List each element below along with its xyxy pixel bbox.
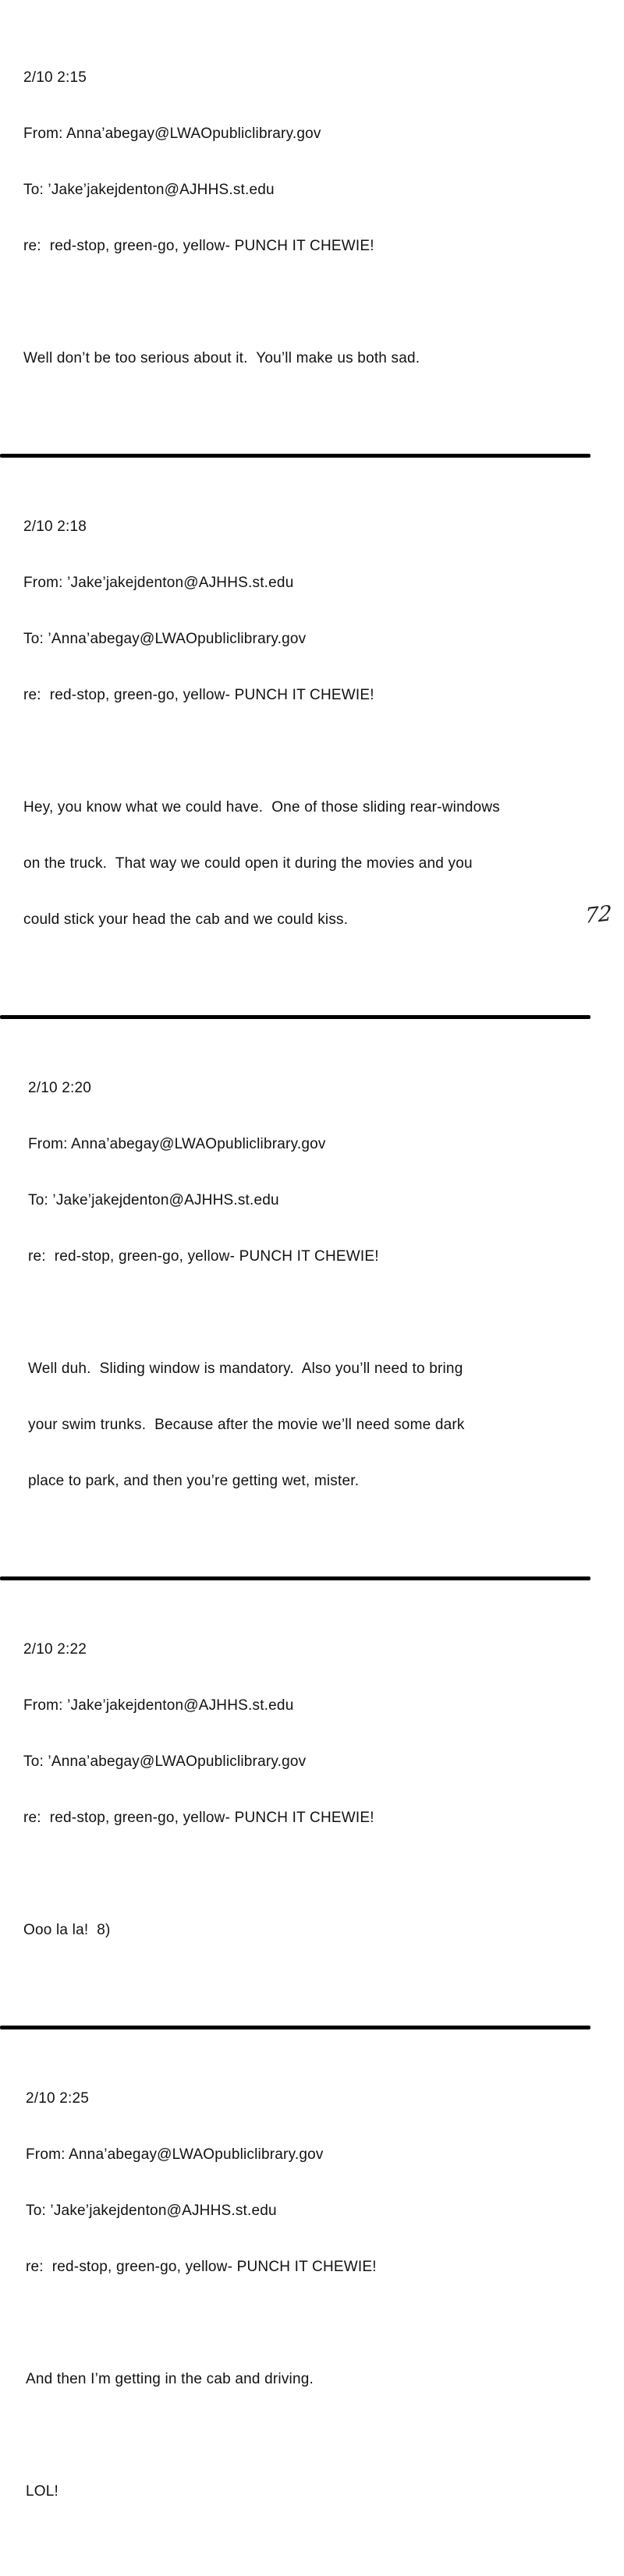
email-body: [23, 761, 624, 967]
email-message-2: [0, 480, 624, 1004]
email-body: [23, 312, 624, 405]
email-timestamp: 2/10 2:18: [23, 518, 87, 535]
email-body-line: could stick your head the cab and we could kiss.: [23, 911, 349, 928]
section-divider: [0, 2026, 590, 2029]
email-body: [28, 1322, 624, 1528]
email-subject-line: re: red-stop, green-go, yellow- PUNCH IT CHEWIE!: [28, 1248, 379, 1265]
section-divider: [0, 1576, 590, 1580]
email-from-line: From: Anna’abegay@LWAOpubliclibrary.gov: [28, 1136, 326, 1152]
handwritten-page-number: 72: [584, 901, 612, 929]
email-from-line: From: Anna’abegay@LWAOpubliclibrary.gov: [23, 126, 321, 142]
email-body: [23, 1884, 624, 1977]
email-to-line: To: ’Jake’jakejdenton@AJHHS.st.edu: [28, 1192, 279, 1208]
email-body-line: [26, 2426, 624, 2445]
email-body: [26, 2333, 624, 2539]
email-timestamp: 2/10 2:25: [26, 2090, 90, 2107]
email-body-line: Well duh. Sliding window is mandatory. Also you’ll need to bring: [28, 1361, 463, 1377]
email-from-line: From: ’Jake’jakejdenton@AJHHS.st.edu: [23, 575, 294, 591]
email-body-line: Hey, you know what we could have. One of those sliding rear-windows: [23, 799, 500, 816]
email-subject-line: re: red-stop, green-go, yellow- PUNCH IT CHEWIE!: [23, 238, 374, 254]
email-to-line: To: ’Anna’abegay@LWAOpubliclibrary.gov: [23, 631, 307, 647]
section-divider: [0, 454, 590, 458]
email-message-3: [0, 1042, 624, 1566]
email-body-line: LOL!: [26, 2483, 58, 2500]
email-to-line: To: ’Jake’jakejdenton@AJHHS.st.edu: [26, 2203, 277, 2219]
email-message-4: [0, 1603, 624, 2015]
email-message-5: [0, 2052, 624, 2576]
email-subject-line: re: red-stop, green-go, yellow- PUNCH IT CHEWIE!: [23, 687, 374, 703]
email-body-line: on the truck. That way we could open it during the movies and you: [23, 855, 473, 872]
email-message-1: [0, 31, 624, 443]
email-to-line: To: ’Anna’abegay@LWAOpubliclibrary.gov: [23, 1753, 307, 1770]
email-body-line: Ooo la la! 8): [23, 1922, 111, 1938]
email-from-line: From: Anna’abegay@LWAOpubliclibrary.gov: [26, 2146, 324, 2163]
section-divider: [0, 1015, 590, 1019]
email-body-line: place to park, and then you’re getting wet, mister.: [28, 1473, 360, 1489]
email-body-line: your swim trunks. Because after the movie we’ll need some dark: [28, 1417, 465, 1433]
email-from-line: From: ’Jake’jakejdenton@AJHHS.st.edu: [23, 1697, 294, 1714]
email-timestamp: 2/10 2:22: [23, 1641, 87, 1658]
email-timestamp: 2/10 2:20: [28, 1080, 92, 1096]
email-body-line: Well don’t be too serious about it. You’ll make us both sad.: [23, 350, 420, 366]
email-timestamp: 2/10 2:15: [23, 69, 87, 86]
email-subject-line: re: red-stop, green-go, yellow- PUNCH IT CHEWIE!: [23, 1810, 374, 1826]
email-to-line: To: ’Jake’jakejdenton@AJHHS.st.edu: [23, 182, 275, 198]
email-subject-line: re: red-stop, green-go, yellow- PUNCH IT CHEWIE!: [26, 2259, 377, 2275]
email-body-line: And then I’m getting in the cab and driving.: [26, 2371, 314, 2387]
